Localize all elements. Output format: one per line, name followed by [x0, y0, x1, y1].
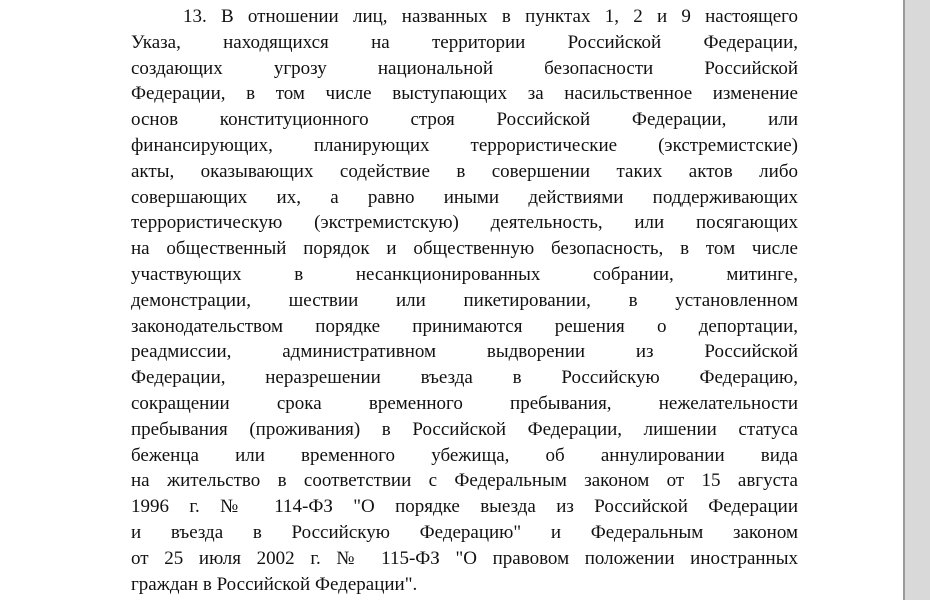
paragraph-13 — [131, 4, 798, 597]
paragraph-line: сокращении срока временного пребывания, нежелательности — [131, 392, 798, 414]
paragraph-line: акты, оказывающих содействие в совершении таких актов либо — [131, 160, 798, 182]
paragraph-line: Федерации, неразрешении въезда в Российскую Федерацию, — [131, 367, 798, 389]
paragraph-line: и въезда в Российскую Федерацию" и Федеральным законом — [131, 521, 798, 543]
paragraph-line: террористическую (экстремистскую) деятельность, или посягающих — [131, 212, 798, 234]
paragraph-line: Указа, находящихся на территории Российской Федерации, — [131, 31, 798, 53]
paragraph-line: граждан в Российской Федерации". — [131, 573, 418, 595]
paragraph-line: от 25 июля 2002 г. № 115-ФЗ "О правовом положении иностранных — [131, 547, 798, 569]
paragraph-line: на жительство в соответствии с Федеральным законом от 15 августа — [131, 470, 798, 492]
paragraph-line: пребывания (проживания) в Российской Федерации, лишении статуса — [131, 418, 798, 440]
paragraph-line: законодательством порядке принимаются решения о депортации, — [131, 315, 798, 337]
paragraph-line: беженца или временного убежища, об аннулировании вида — [131, 444, 798, 466]
paragraph-line: финансирующих, планирующих террористические (экстремистские) — [131, 134, 798, 156]
paragraph-line: основ конституционного строя Российской Федерации, или — [131, 109, 798, 131]
page-edge-divider — [903, 0, 905, 600]
paragraph-line: совершающих их, а равно иными действиями поддерживающих — [131, 186, 798, 208]
paragraph-line: демонстрации, шествии или пикетировании, в установленном — [131, 289, 798, 311]
paragraph-line: на общественный порядок и общественную безопасность, в том числе — [131, 238, 798, 260]
paragraph-line: Федерации, в том числе выступающих за насильственное изменение — [131, 83, 798, 105]
paragraph-line: 13. В отношении лиц, названных в пунктах 1, 2 и 9 настоящего — [183, 6, 798, 27]
paragraph-line: участвующих в несанкционированных собрании, митинге, — [131, 263, 798, 285]
paragraph-line: реадмиссии, административном выдворении из Российской — [131, 341, 798, 363]
paragraph-line: создающих угрозу национальной безопасности Российской — [131, 57, 798, 79]
paragraph-line: 1996 г. № 114-ФЗ "О порядке выезда из Российской Федерации — [131, 496, 798, 518]
